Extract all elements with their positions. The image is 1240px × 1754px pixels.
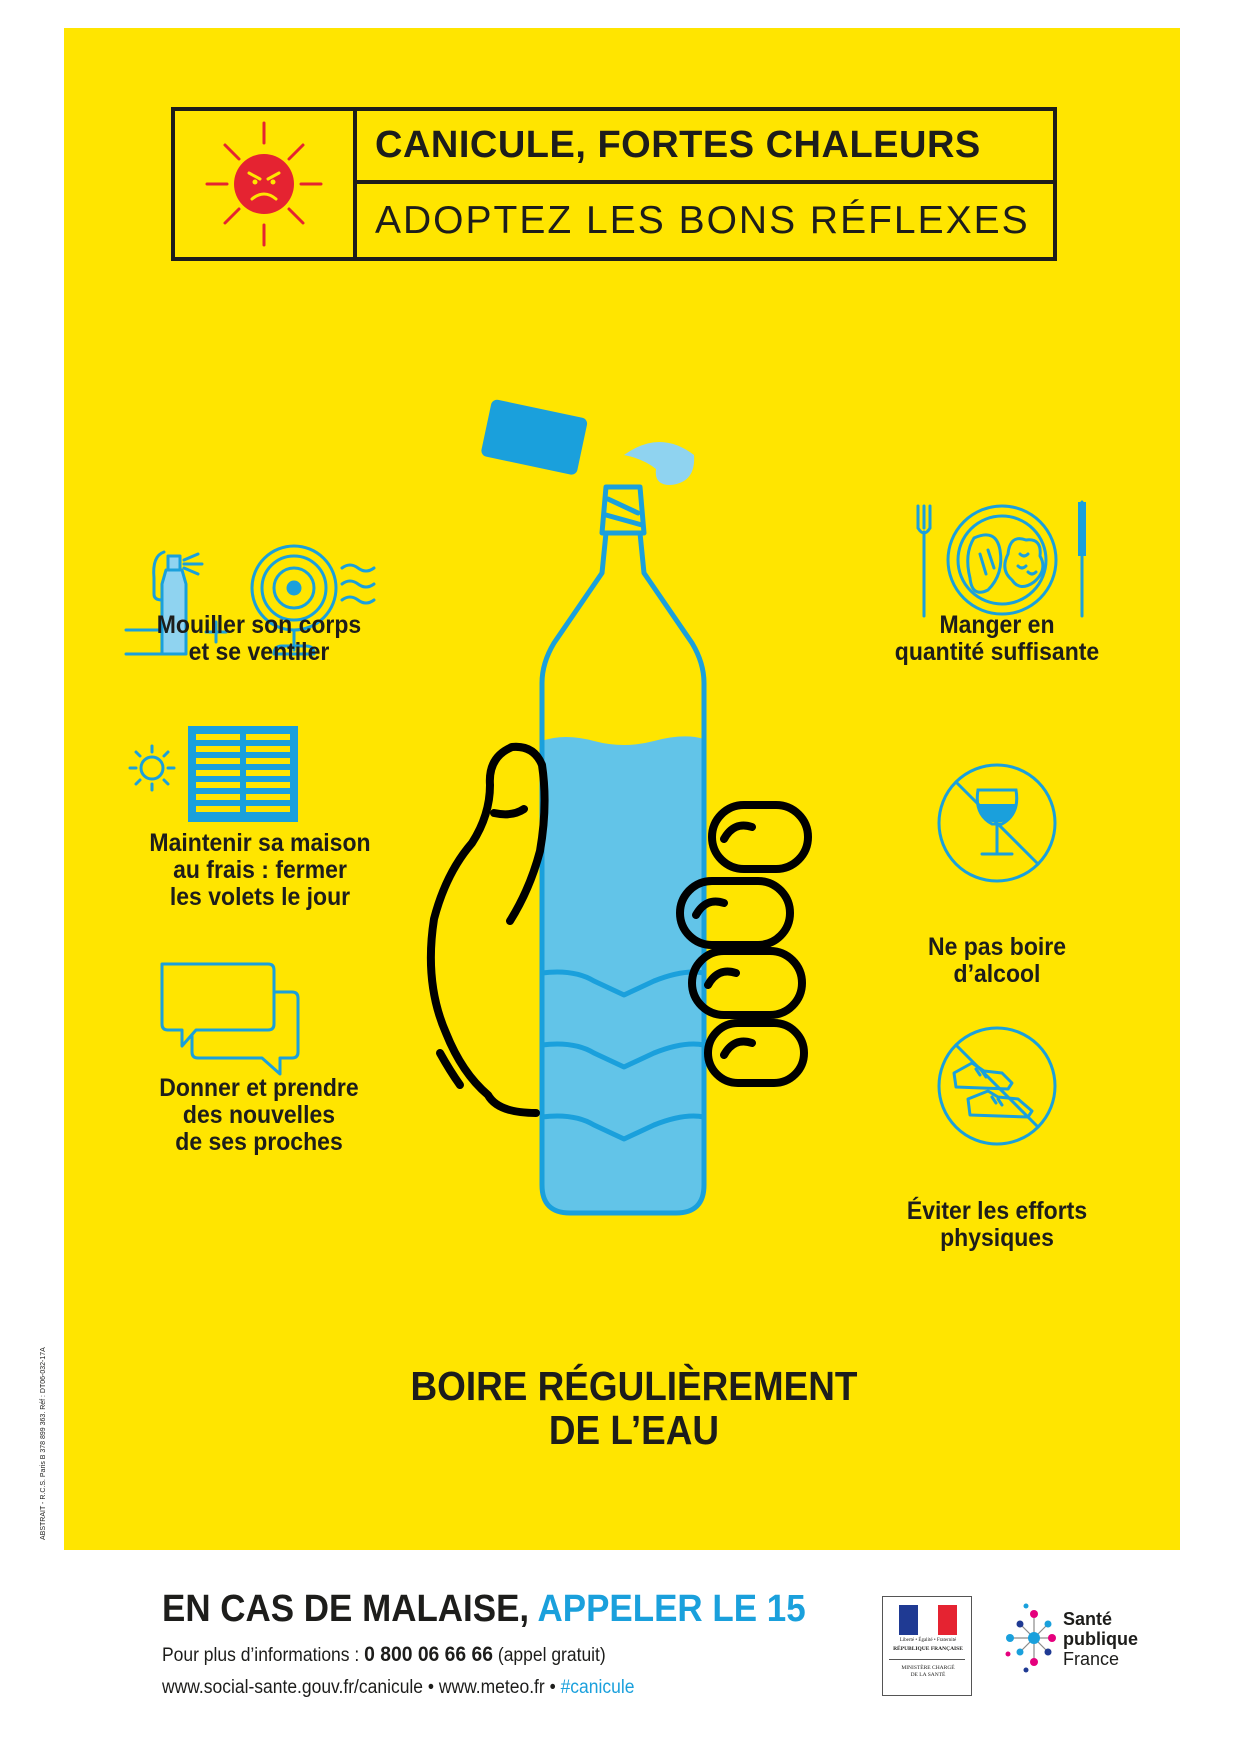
info-suffix: (appel gratuit) [493, 1645, 606, 1666]
tip-cool-house: Maintenir sa maison au frais : fermer les volets le jour [149, 829, 371, 911]
tip-cool-body: Mouiller son corps et se ventiler [156, 611, 362, 666]
emergency-number: APPELER LE 15 [537, 1588, 806, 1630]
sun-and-shutters-icon [120, 718, 370, 828]
ministry-divider [889, 1659, 965, 1660]
poster-title: CANICULE, FORTES CHALEURS [357, 111, 1053, 184]
marianne-flag-icon [899, 1605, 957, 1635]
angry-sun-icon [175, 111, 357, 257]
sante-publique-france-text: Santé publique France [1063, 1609, 1138, 1669]
hashtag[interactable]: #canicule [560, 1677, 635, 1698]
info-line [162, 1643, 606, 1667]
emergency-headline-text: EN CAS DE MALAISE, [162, 1588, 538, 1630]
links-line [162, 1677, 634, 1699]
tip-avoid-effort: Éviter les efforts physiques [906, 1197, 1088, 1252]
ministry-health-logo [882, 1596, 972, 1696]
no-alcohol-icon [932, 758, 1062, 888]
main-tip-drink-water: BOIRE RÉGULIÈREMENT DE L’EAU [410, 1363, 858, 1453]
water-bottle-in-hand-icon [394, 373, 894, 1308]
tip-check-relatives: Donner et prendre des nouvelles de ses proches [159, 1074, 359, 1156]
plate-with-food-icon [912, 494, 1102, 624]
tip-eat-enough: Manger en quantité suffisante [894, 611, 1100, 666]
ministry-motto: Liberté • Égalité • Fraternité [899, 1638, 957, 1643]
no-sport-shoes-icon [932, 1021, 1062, 1151]
info-prefix: Pour plus d’informations : [162, 1645, 365, 1666]
emergency-headline [162, 1588, 806, 1631]
speech-bubbles-icon [156, 958, 316, 1088]
poster-subtitle: ADOPTEZ LES BONS RÉFLEXES [375, 198, 1030, 242]
website-links[interactable]: www.social-sante.gouv.fr/canicule • www.meteo.fr • [162, 1677, 561, 1698]
ministry-name: MINISTÈRE CHARGÉ DE LA SANTÉ [901, 1665, 955, 1678]
tip-no-alcohol: Ne pas boire d’alcool [927, 933, 1067, 988]
legal-reference: ABSTRAIT - R.C.S. Paris B 378 899 363. Réf : DT06-032-17A [40, 1347, 47, 1540]
poster-background [64, 28, 1180, 1550]
info-phone[interactable]: 0 800 06 66 66 [364, 1643, 494, 1666]
sante-publique-france-logo-icon [1000, 1598, 1060, 1678]
header-box [171, 107, 1057, 261]
ministry-republic: RÉPUBLIQUE FRANÇAISE [893, 1646, 963, 1652]
